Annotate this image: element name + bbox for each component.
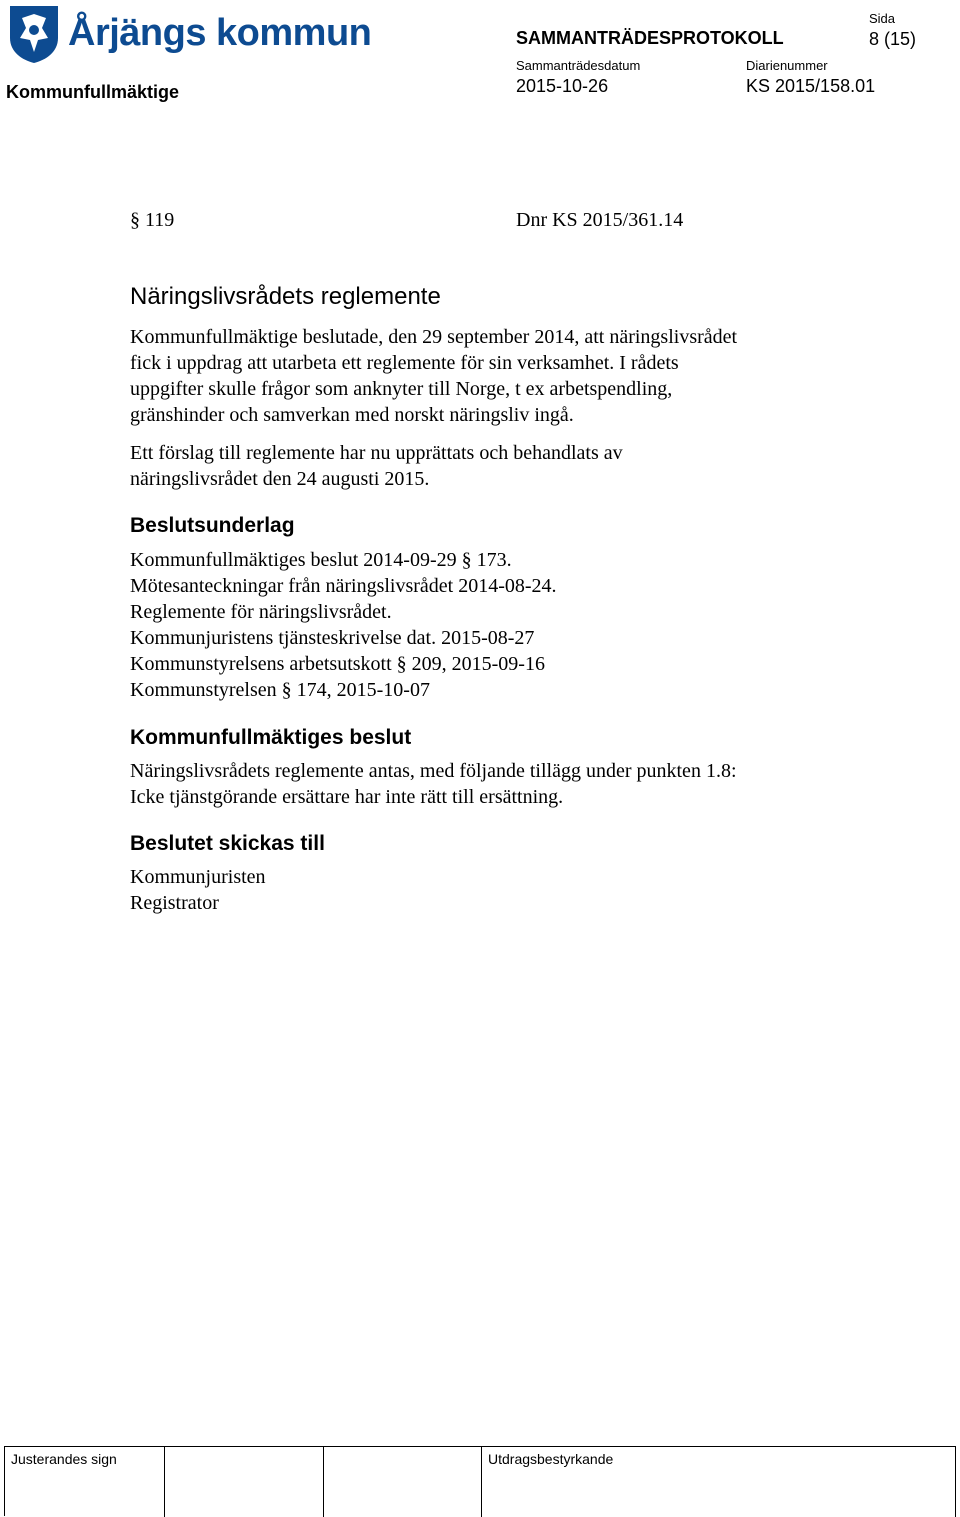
paragraph-line: näringslivsrådet den 24 augusti 2015. <box>130 468 430 490</box>
list-item: Kommunstyrelsen § 174, 2015-10-07 <box>130 679 430 701</box>
proposal-paragraph <box>130 440 850 492</box>
basis-list <box>130 547 557 703</box>
meeting-date-label: Sammanträdesdatum <box>516 58 641 73</box>
signature-table <box>4 1446 956 1516</box>
paragraph-line: fick i uppdrag att utarbeta ett reglemente för sin verksamhet. I rådets <box>130 352 679 374</box>
page-number: 8 (15) <box>869 29 917 49</box>
paragraph-line: Icke tjänstgörande ersättare har inte rätt till ersättning. <box>130 786 564 808</box>
paragraph-line: Ett förslag till reglemente har nu upprättats och behandlats av <box>130 442 623 464</box>
registry-number-label: Diarienummer <box>746 58 828 73</box>
municipality-logo <box>8 2 372 66</box>
item-title: Näringslivsrådets reglemente <box>130 283 441 310</box>
list-item: Kommunfullmäktiges beslut 2014-09-29 § 173. <box>130 549 512 571</box>
signature-cell-justerandes <box>5 1447 165 1517</box>
certification-label: Utdragsbestyrkande <box>488 1451 614 1467</box>
list-item: Kommunjuristens tjänsteskrivelse dat. 2015-08-27 <box>130 627 535 649</box>
list-item: Registrator <box>130 892 219 914</box>
decision-heading: Kommunfullmäktiges beslut <box>130 726 412 749</box>
protocol-title: SAMMANTRÄDESPROTOKOLL <box>516 28 784 48</box>
paragraph-line: Kommunfullmäktige beslutade, den 29 september 2014, att näringslivsrådet <box>130 326 738 348</box>
list-item: Kommunjuristen <box>130 866 266 888</box>
recipients-list <box>130 864 266 916</box>
decision-text <box>130 758 737 810</box>
certification-cell <box>482 1447 956 1517</box>
list-item: Reglemente för näringslivsrådet. <box>130 601 392 623</box>
page-label: Sida <box>869 11 896 26</box>
meeting-date-value: 2015-10-26 <box>516 76 609 96</box>
background-paragraph <box>130 324 850 428</box>
basis-heading: Beslutsunderlag <box>130 514 295 537</box>
paragraph-line: uppgifter skulle frågor som anknyter till Norge, t ex arbetspendling, <box>130 378 673 400</box>
list-item: Mötesanteckningar från näringslivsrådet 2014-08-24. <box>130 575 557 597</box>
logo-text: Årjängs kommun <box>68 12 372 54</box>
case-reference: Dnr KS 2015/361.14 <box>516 209 684 231</box>
paragraph-line: Näringslivsrådets reglemente antas, med följande tillägg under punkten 1.8: <box>130 760 737 782</box>
coat-of-arms-icon <box>8 4 60 64</box>
paragraph-number: § 119 <box>130 209 175 231</box>
signature-cell <box>324 1447 482 1517</box>
recipients-heading: Beslutet skickas till <box>130 832 325 855</box>
organ-name: Kommunfullmäktige <box>6 82 180 102</box>
paragraph-line: gränshinder och samverkan med norskt näringsliv ingå. <box>130 404 574 426</box>
signature-cell <box>165 1447 324 1517</box>
registry-number-value: KS 2015/158.01 <box>746 76 876 96</box>
signature-label: Justerandes sign <box>11 1451 117 1467</box>
list-item: Kommunstyrelsens arbetsutskott § 209, 2015-09-16 <box>130 653 545 675</box>
